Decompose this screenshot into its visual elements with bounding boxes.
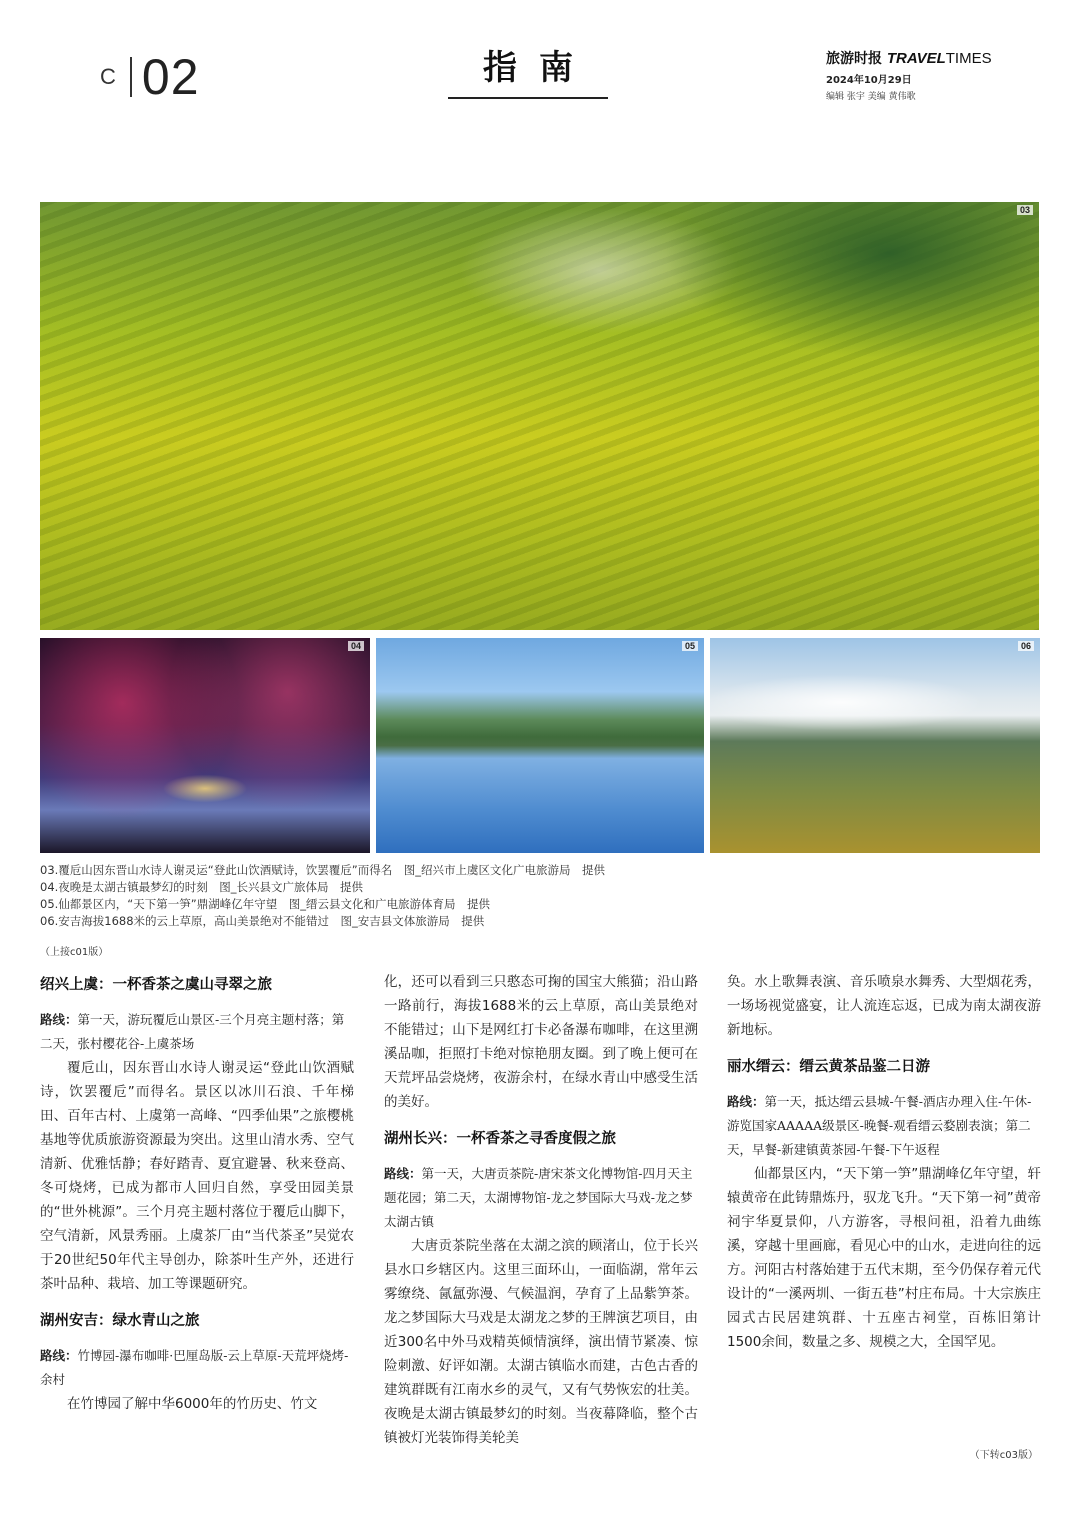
- photo-tag: 04: [348, 641, 364, 651]
- page-title: 指南: [483, 48, 595, 88]
- title-underline: [448, 97, 608, 99]
- route-text: 竹博园-瀑布咖啡·巴厘岛版-云上草原-天荒坪烧烤-余村: [40, 1348, 349, 1387]
- brand-name: [826, 48, 1046, 68]
- article-column-2: [384, 970, 698, 1450]
- route-text: 第一天，游玩覆卮山景区-三个月亮主题村落；第二天，张村樱花谷-上虞茶场: [40, 1012, 345, 1051]
- issue-date: 2024年10月29日: [826, 75, 912, 86]
- article-body-changxing: 大唐贡茶院坐落在太湖之滨的顾渚山，位于长兴县水口乡辖区内。这里三面环山，一面临湖，常年云雾缭绕、氤氲弥漫、气候温润，孕育了上品紫笋茶。龙之梦国际大马戏是太湖龙之梦的王牌演艺项目，由近300名中外马戏精英倾情演绎，演出情节紧凑、惊险刺激、好评如潮。太湖古镇临水而建，古色古香的建筑群既有江南水乡的灵气，又有气势恢宏的壮美。夜晚是太湖古镇最梦幻的时刻。当夜幕降临，整个古镇被灯光装饰得美轮美: [384, 1238, 698, 1446]
- brand-en: TIMES: [945, 50, 992, 67]
- caption-04: 04.夜晚是太湖古镇最梦幻的时刻 图_长兴县文广旅体局 提供: [40, 880, 364, 894]
- article-title-changxing: 湖州长兴：一杯香茶之寻香度假之旅: [384, 1131, 616, 1147]
- caption-05: 05.仙都景区内，“天下第一笋”鼎湖峰亿年守望 图_缙云县文化和广电旅游体育局 提供: [40, 897, 490, 911]
- route-text: 第一天，抵达缙云县城-午餐-酒店办理入住-午休-游览国家AAAAA级景区-晚餐-观看缙云婺剧表演；第二天，早餐-新建镇黄茶园-午餐-下午返程: [727, 1094, 1032, 1157]
- photo-fireworks-night: [40, 638, 370, 853]
- route-label: 路线：: [40, 1348, 78, 1363]
- continued-from-note: （上接c01版）: [40, 947, 109, 958]
- article-body-anji-cont: 化，还可以看到三只憨态可掬的国宝大熊猫；沿山路一路前行，海拔1688米的云上草原，高山美景绝对不能错过；山下是网红打卡必备瀑布咖啡，在这里溯溪品咖，拒照打卡绝对惊艳朋友圈。到了晚上便可在天荒坪品尝烧烤，夜游余村，在绿水青山中感受生活的美好。: [384, 974, 698, 1110]
- article-column-1: [40, 974, 354, 1416]
- route-label: 路线：: [727, 1094, 765, 1109]
- brand-cn: 旅游时报: [826, 51, 882, 67]
- photo-terraced-fields: [40, 202, 1039, 630]
- article-column-3: [727, 970, 1041, 1354]
- caption-03: 03.覆卮山因东晋山水诗人谢灵运“登此山饮酒赋诗，饮罢覆卮”而得名 图_绍兴市上虞区文化广电旅游局 提供: [40, 863, 605, 877]
- photo-tag: 03: [1017, 205, 1033, 215]
- route-text: 第一天，大唐贡茶院-唐宋茶文化博物馆-四月天主题花园；第二天，太湖博物馆-龙之梦国际大马戏-龙之梦太湖古镇: [384, 1166, 693, 1229]
- article-body-jinyun: 仙都景区内，“天下第一笋”鼎湖峰亿年守望，轩辕黄帝在此铸鼎炼丹，驭龙飞升。“天下第一祠”黄帝祠宇华夏景仰，八方游客，寻根问祖，沿着九曲练溪，穿越十里画廊，看见心中的山水，走进向往的远方。河阳古村落始建于五代末期，至今仍保存着元代设计的“一溪两圳、一街五巷”村庄布局。十大宗族庄园式古民居建筑群、十五座古祠堂，百栋旧第计1500余间，数量之多、规模之大，全国罕见。: [727, 1166, 1041, 1350]
- photo-captions: [40, 862, 1040, 930]
- photo-mountain-clouds: [710, 638, 1040, 853]
- page-number: 02: [141, 49, 200, 105]
- article-body-shaoxing: 覆卮山，因东晋山水诗人谢灵运“登此山饮酒赋诗，饮罢覆卮”而得名。景区以冰川石浪、千年梯田、百年古村、上虞第一高峰、“四季仙果”之旅樱桃基地等优质旅游资源最为突出。这里山清水秀、空气清新、优雅恬静；春好踏青、夏宜避暑、秋来登高、冬可烧烤，已成为都市人回归自然，享受田园美景的“世外桃源”。三个月亮主题村落位于覆卮山脚下，空气清新，风景秀丽。上虞茶厂由“当代茶圣”吴觉农于20世纪50年代主导创办，除茶叶生产外，还进行茶叶品种、栽培、加工等课题研究。: [40, 1060, 354, 1292]
- continued-to-note: （下转c03版）: [969, 1450, 1038, 1461]
- section-indicator: [100, 49, 200, 105]
- caption-06: 06.安吉海拔1688米的云上草原，高山美景绝对不能错过 图_安吉县文体旅游局 提供: [40, 914, 485, 928]
- editors-credit: 编辑 张宇 美编 黄伟歌: [826, 92, 916, 102]
- route-shaoxing: [40, 1008, 354, 1056]
- route-jinyun: [727, 1090, 1041, 1162]
- masthead: [826, 48, 1046, 102]
- article-body-anji-start: 在竹博园了解中华6000年的竹历史、竹文: [67, 1396, 318, 1412]
- brand-en-bold: TRAVEL: [886, 50, 946, 67]
- route-changxing: [384, 1162, 698, 1234]
- route-anji: [40, 1344, 354, 1392]
- route-label: 路线：: [40, 1012, 78, 1027]
- article-title-anji: 湖州安吉：绿水青山之旅: [40, 1313, 200, 1329]
- article-title-jinyun: 丽水缙云：缙云黄茶品鉴二日游: [727, 1059, 930, 1075]
- photo-tag: 05: [682, 641, 698, 651]
- article-body-changxing-cont: 奂。水上歌舞表演、音乐喷泉水舞秀、大型烟花秀，一场场视觉盛宴，让人流连忘返，已成为南太湖夜游新地标。: [727, 974, 1041, 1038]
- article-title-shaoxing: 绍兴上虞：一杯香茶之虞山寻翠之旅: [40, 977, 272, 993]
- section-divider: [130, 57, 132, 97]
- photo-lake-reflection: [376, 638, 704, 853]
- section-letter: C: [100, 64, 118, 89]
- photo-tag: 06: [1018, 641, 1034, 651]
- route-label: 路线：: [384, 1166, 422, 1181]
